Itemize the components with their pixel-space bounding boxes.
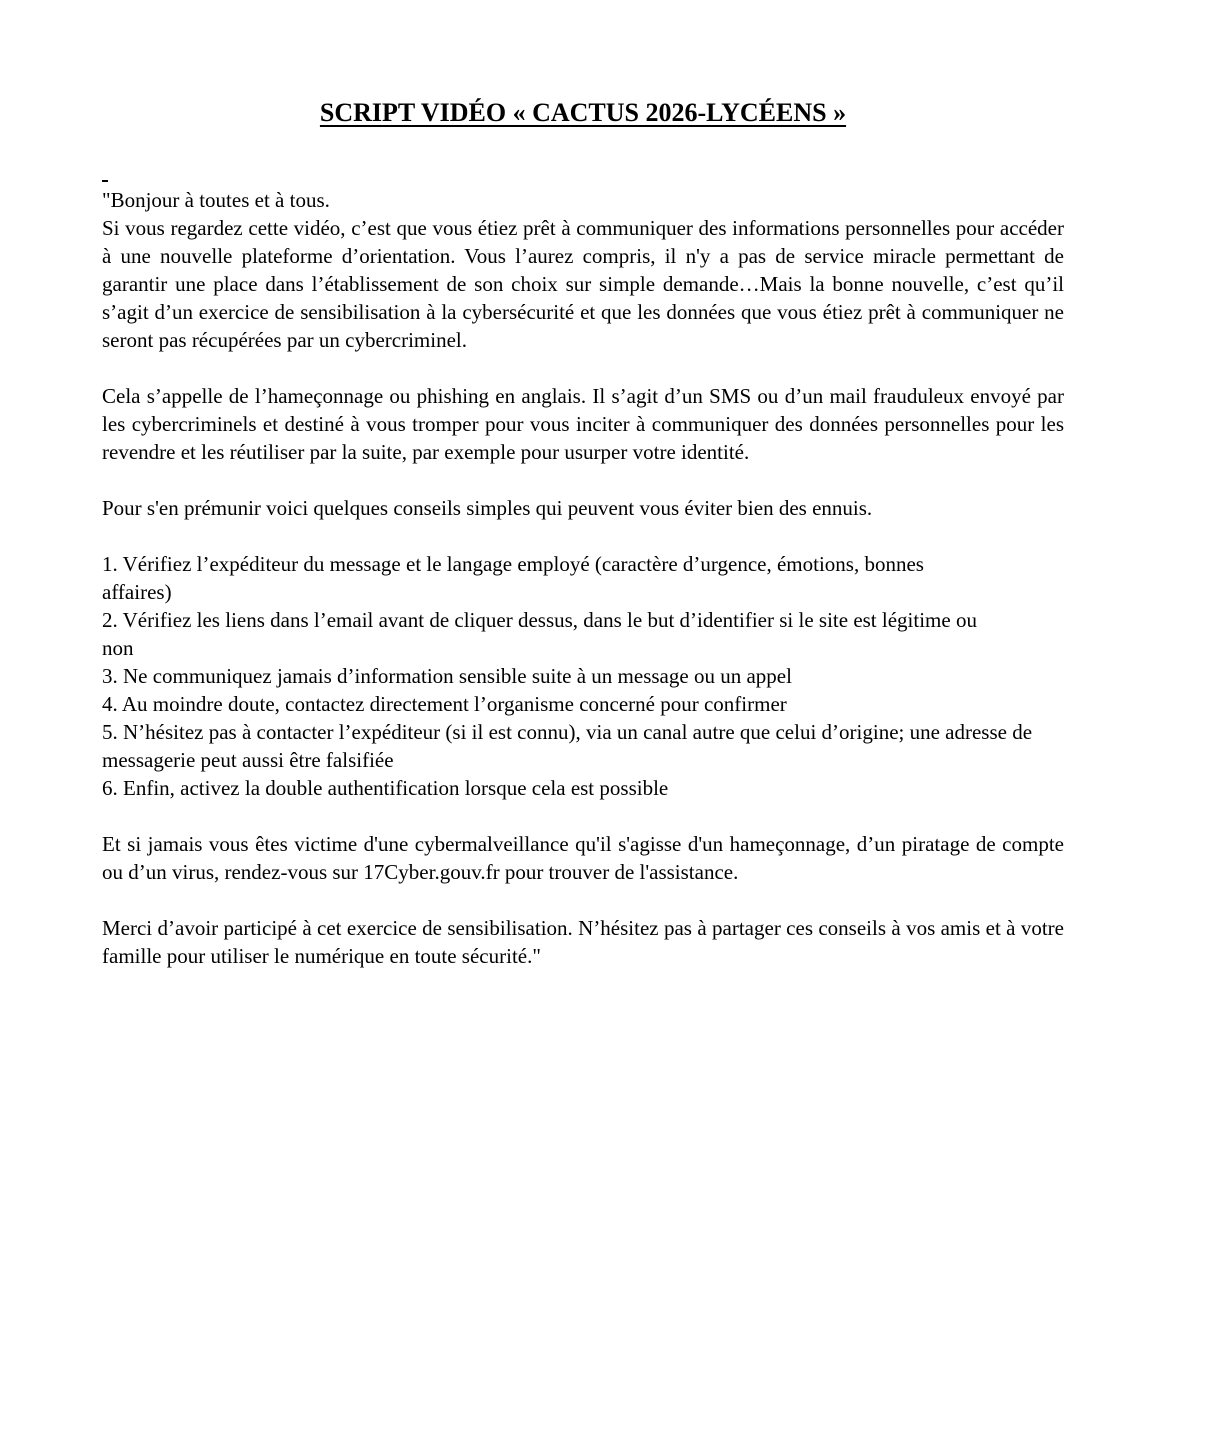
tip-item: 6. Enfin, activez la double authentification lorsque cela est possible [102, 776, 669, 800]
assistance-paragraph: Et si jamais vous êtes victime d'une cybermalveillance qu'il s'agisse d'un hameçonnage, d’un piratage de compte ou d’un virus, rendez-vous sur 17Cyber.gouv.fr pour trouver de l'assistance. [102, 832, 1064, 884]
tip-item: 2. Vérifiez les liens dans l’email avant de cliquer dessus, dans le but d’identifier si le site est légitime ou non [102, 608, 977, 660]
closing-paragraph: Merci d’avoir participé à cet exercice de sensibilisation. N’hésitez pas à partager ces conseils à vos amis et à votre famille pour utiliser le numérique en toute sécurité." [102, 916, 1064, 968]
tip-item: 5. N’hésitez pas à contacter l’expéditeur (si il est connu), via un canal autre que celui d’origine; une adresse de messagerie peut aussi être falsifiée [102, 720, 1033, 772]
advice-intro-paragraph: Pour s'en prémunir voici quelques conseils simples qui peuvent vous éviter bien des ennuis. [102, 496, 873, 520]
document-title: SCRIPT VIDÉO « CACTUS 2026-LYCÉENS » [319, 98, 847, 127]
script-body [102, 186, 1064, 970]
greeting-line: "Bonjour à toutes et à tous. [102, 188, 330, 212]
phishing-definition-paragraph: Cela s’appelle de l’hameçonnage ou phishing en anglais. Il s’agit d’un SMS ou d’un mail frauduleux envoyé par les cybercriminels et destiné à vous tromper pour vous inciter à communiquer des données personnelles pour les revendre et les réutiliser par la suite, par exemple pour usurper votre identité. [102, 384, 1064, 464]
text-cursor-marker [102, 180, 108, 182]
paragraph-spacer [102, 354, 1064, 382]
tips-list [102, 550, 1064, 802]
paragraph-spacer [102, 466, 1064, 494]
tip-item: 3. Ne communiquez jamais d’information sensible suite à un message ou un appel [102, 664, 792, 688]
tip-item: 1. Vérifiez l’expéditeur du message et le langage employé (caractère d’urgence, émotions, bonnes affaires) [102, 552, 924, 604]
intro-paragraph: Si vous regardez cette vidéo, c’est que vous étiez prêt à communiquer des informations personnelles pour accéder à une nouvelle plateforme d’orientation. Vous l’aurez compris, il n'y a pas de service miracle permettant de garantir une place dans l’établissement de son choix sur simple demande…Mais la bonne nouvelle, c’est qu’il s’agit d’un exercice de sensibilisation à la cybersécurité et que les données que vous étiez prêt à communiquer ne seront pas récupérées par un cybercriminel. [102, 216, 1064, 352]
paragraph-spacer [102, 522, 1064, 550]
paragraph-spacer [102, 802, 1064, 830]
tip-item: 4. Au moindre doute, contactez directement l’organisme concerné pour confirmer [102, 692, 787, 716]
paragraph-spacer [102, 886, 1064, 914]
